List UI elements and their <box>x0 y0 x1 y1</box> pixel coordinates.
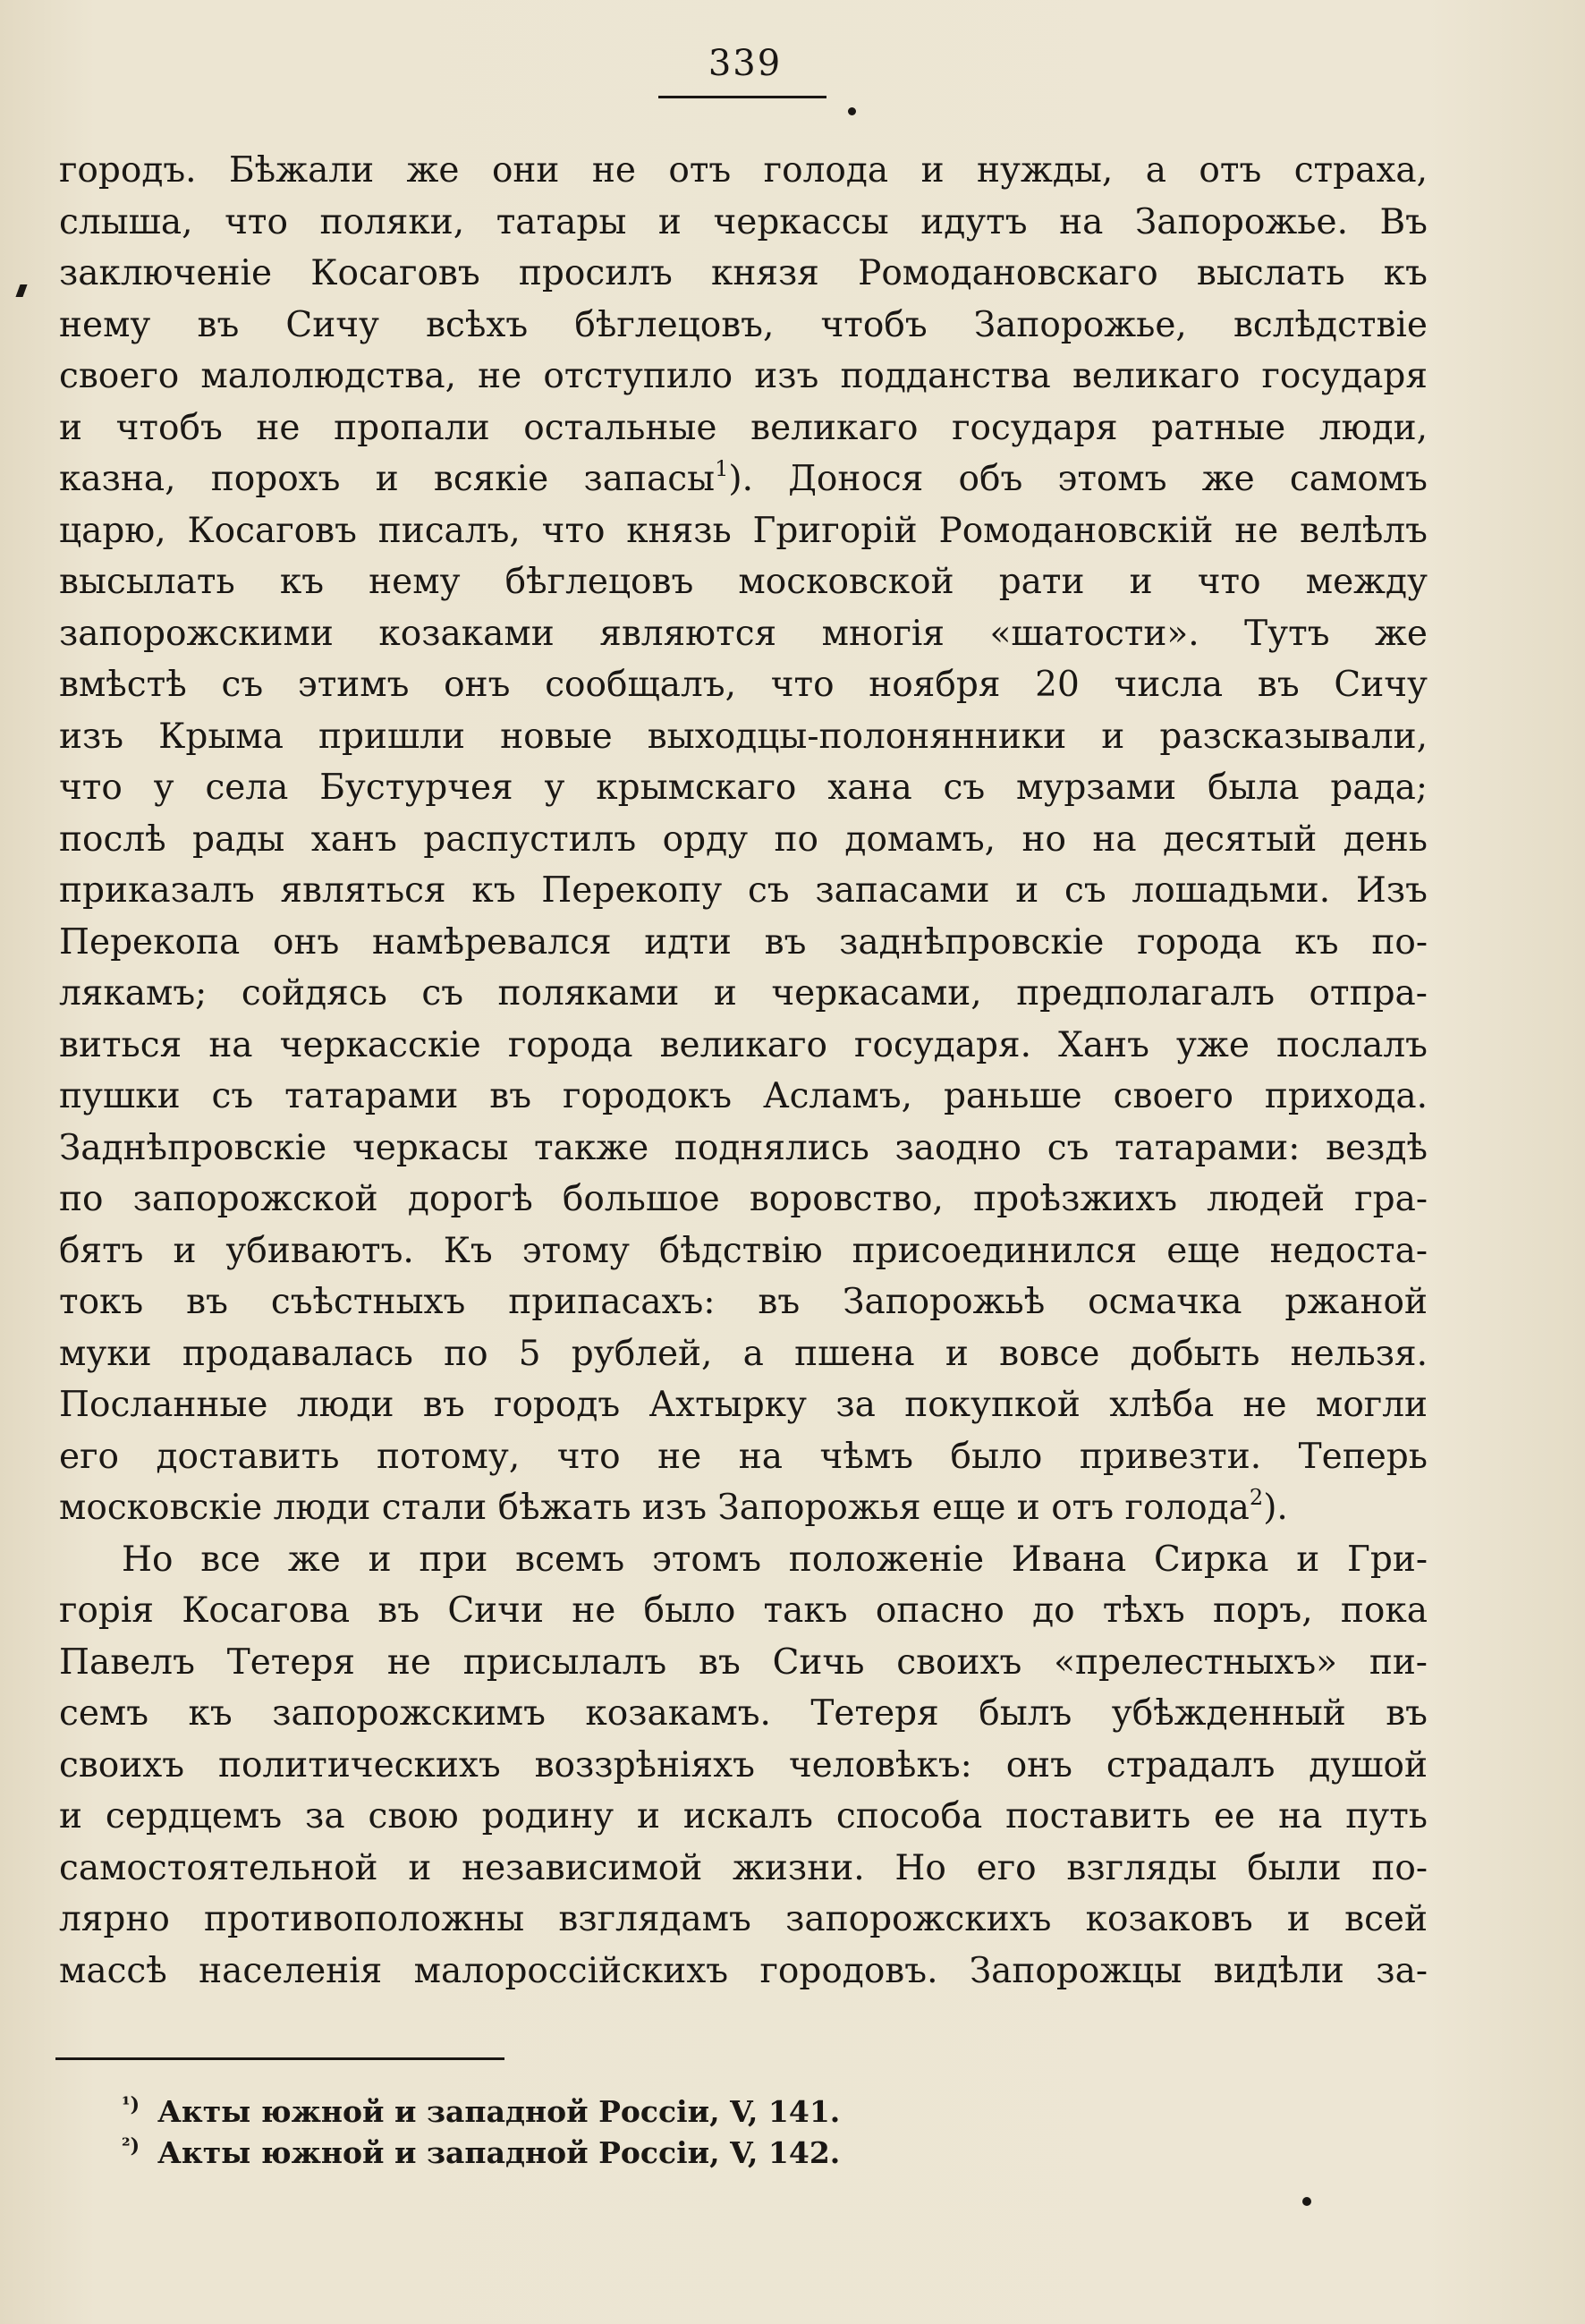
text-line-content: московскіе люди стали бѣжать изъ Запорожья еще и отъ голода <box>59 1488 1250 1528</box>
text-line <box>59 968 1428 1020</box>
text-line <box>59 1020 1428 1072</box>
footnote: ¹) Акты южной и западной Россіи, V, 141. <box>122 2093 841 2129</box>
text-line <box>59 351 1428 403</box>
text-line-content: приказалъ являться къ Перекопу съ запасами и съ лошадьми. Изъ <box>59 870 1428 911</box>
text-line-content: изъ Крыма пришли новые выходцы-полонянники и разсказывали, <box>59 716 1428 757</box>
text-line-content: своихъ политическихъ воззрѣніяхъ человѣкъ: онъ страдалъ душой <box>59 1744 1428 1785</box>
text-line <box>59 865 1428 917</box>
text-line-content: токъ въ съѣстныхъ припасахъ: въ Запорожьѣ осмачка ржаной <box>59 1282 1428 1322</box>
text-line <box>59 1534 1428 1586</box>
text-line <box>59 762 1428 814</box>
text-line <box>59 1946 1428 1997</box>
text-line <box>59 1482 1428 1534</box>
text-line <box>59 1740 1428 1792</box>
text-line-content: самостоятельной и независимой жизни. Но его взгляды были по- <box>59 1847 1428 1888</box>
text-line <box>59 145 1428 197</box>
text-line <box>59 1431 1428 1483</box>
text-line-content: Заднѣпровскіе черкасы также поднялись заодно съ татарами: вездѣ <box>59 1127 1428 1168</box>
text-line <box>59 1843 1428 1895</box>
text-line <box>59 1123 1428 1175</box>
text-line <box>59 917 1428 969</box>
text-line-content: высылать къ нему бѣглецовъ московской рати и что между <box>59 562 1428 602</box>
text-line-content: пушки съ татарами въ городокъ Асламъ, раньше своего прихода. <box>59 1076 1428 1116</box>
text-line <box>59 1277 1428 1328</box>
text-line-content: горія Косагова въ Сичи не было такъ опасно до тѣхъ поръ, пока <box>59 1590 1428 1631</box>
text-line <box>59 505 1428 557</box>
text-line-content: его доставить потому, что не на чѣмъ было привезти. Теперь <box>59 1436 1428 1477</box>
text-line <box>59 1174 1428 1226</box>
text-line-content: царю, Косаговъ писалъ, что князь Григорій Ромодановскій не велѣлъ <box>59 510 1428 551</box>
text-line-content: Павелъ Тетеря не присылалъ въ Сичь своихъ «прелестныхъ» пи- <box>59 1641 1428 1683</box>
footnote-reference: 2 <box>1249 1485 1264 1510</box>
text-line <box>59 248 1428 300</box>
text-line-content: по запорожской дорогѣ большое воровство, проѣзжихъ людей гра- <box>59 1179 1428 1219</box>
text-line-content: Перекопа онъ намѣревался идти въ заднѣпровскіе города къ по- <box>59 921 1428 963</box>
footnote-reference: 1 <box>715 456 729 481</box>
text-line-content: Но все же и при всемъ этомъ положеніе Ивана Сирка и Гри- <box>122 1539 1428 1580</box>
text-line-content: семъ къ запорожскимъ козакамъ. Тетеря былъ убѣжденный въ <box>59 1693 1428 1734</box>
text-line-content: городъ. Бѣжали же они не отъ голода и нужды, а отъ страха, <box>59 150 1428 191</box>
text-line-content: слыша, что поляки, татары и черкассы идутъ на Запорожье. Въ <box>59 201 1428 242</box>
text-line-tail: ). Донося объ этомъ же самомъ <box>728 459 1428 499</box>
text-line-content: своего малолюдства, не отступило изъ подданства великаго государя <box>59 356 1428 396</box>
footnote-text: Акты южной и западной Россіи, V, 141. <box>157 2094 841 2129</box>
footnote-text: Акты южной и западной Россіи, V, 142. <box>157 2135 841 2170</box>
text-line-content: нему въ Сичу всѣхъ бѣглецовъ, чтобъ Запорожье, вслѣдствіе <box>59 304 1428 345</box>
text-line <box>59 1071 1428 1123</box>
text-line <box>59 814 1428 866</box>
text-line-content: виться на черкасскіе города великаго государя. Ханъ уже послалъ <box>59 1024 1428 1065</box>
text-line-content: и чтобъ не пропали остальные великаго государя ратные люди, <box>59 407 1428 448</box>
text-line <box>59 608 1428 660</box>
text-line <box>59 1894 1428 1946</box>
page-number: 339 <box>708 43 783 84</box>
text-line <box>59 1226 1428 1277</box>
text-line <box>59 1637 1428 1689</box>
text-line <box>59 300 1428 352</box>
text-line <box>59 556 1428 608</box>
text-line-content: муки продавалась по 5 рублей, а пшена и вовсе добыть нельзя. <box>59 1333 1428 1374</box>
text-line <box>59 197 1428 249</box>
text-line <box>59 1585 1428 1637</box>
header-dot <box>848 107 856 115</box>
text-line-content: бятъ и убиваютъ. Къ этому бѣдствію присоединился еще недоста- <box>59 1230 1428 1271</box>
margin-mark <box>15 284 27 297</box>
text-line-content: казна, порохъ и всякіе запасы <box>59 459 716 499</box>
text-line-content: лякамъ; сойдясь съ поляками и черкасами, предполагалъ отпра- <box>59 973 1428 1014</box>
header-rule <box>658 96 826 98</box>
body-text <box>59 145 1428 1997</box>
text-line <box>59 1328 1428 1380</box>
corner-dot <box>1302 2197 1311 2206</box>
footnote: ²) Акты южной и западной Россіи, V, 142. <box>122 2134 841 2170</box>
text-line <box>59 403 1428 454</box>
text-line-content: что у села Бустурчея у крымскаго хана съ мурзами была рада; <box>59 768 1428 808</box>
text-line <box>59 454 1428 505</box>
text-line-content: лярно противоположны взглядамъ запорожскихъ козаковъ и всей <box>59 1899 1428 1939</box>
text-line-tail: ). <box>1263 1488 1288 1528</box>
text-line-content: вмѣстѣ съ этимъ онъ сообщалъ, что ноября 20 числа въ Сичу <box>59 665 1428 705</box>
text-line-content: массѣ населенія малороссійскихъ городовъ. Запорожцы видѣли за- <box>59 1950 1428 1991</box>
text-line-content: запорожскими козаками являются многія «шатости». Тутъ же <box>59 613 1428 654</box>
text-line-content: заключеніе Косаговъ просилъ князя Ромодановскаго выслать къ <box>59 253 1428 293</box>
text-line-content: Посланные люди въ городъ Ахтырку за покупкой хлѣба не могли <box>59 1385 1428 1425</box>
text-line <box>59 1379 1428 1431</box>
text-line <box>59 711 1428 763</box>
footnote-rule <box>55 2057 504 2060</box>
text-line <box>59 1791 1428 1843</box>
text-line-content: послѣ рады ханъ распустилъ орду по домамъ, но на десятый день <box>59 818 1428 860</box>
footnotes <box>122 2091 1016 2174</box>
text-line <box>59 1688 1428 1740</box>
text-line <box>59 659 1428 711</box>
text-line-content: и сердцемъ за свою родину и искалъ способа поставить ее на путь <box>59 1796 1428 1836</box>
